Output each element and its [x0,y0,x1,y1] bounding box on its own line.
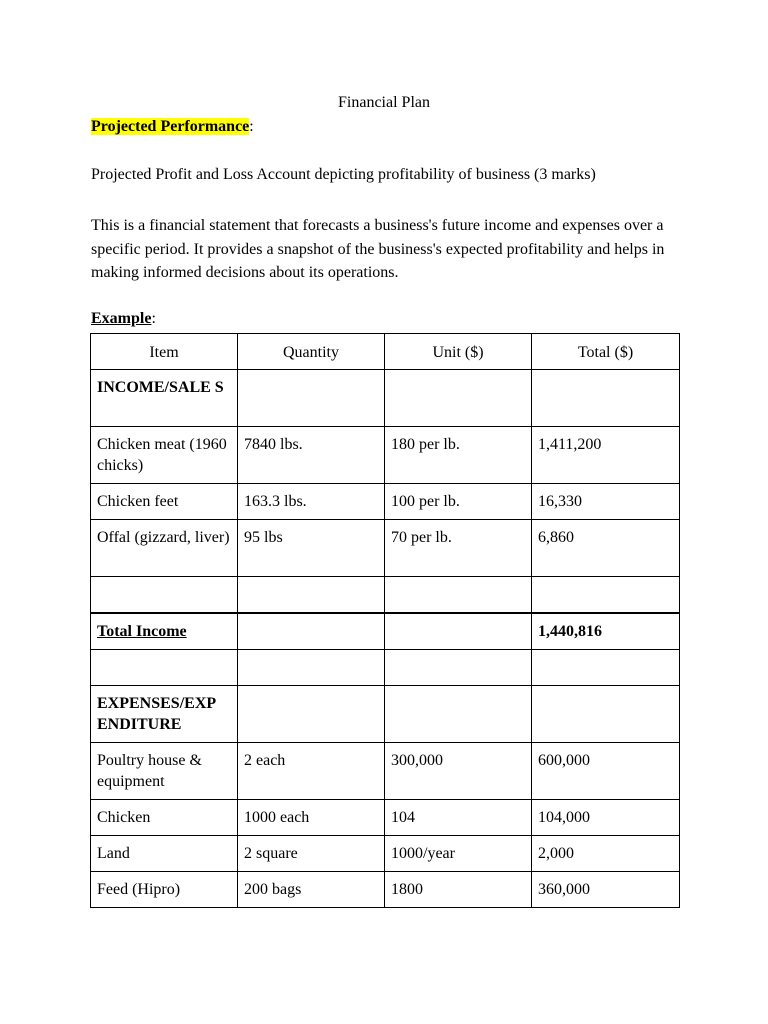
cell-quantity: 200 bags [238,872,385,908]
cell-item [91,577,238,614]
table-row [91,836,680,872]
cell-total [532,370,680,427]
table-row [91,872,680,908]
table-row [91,650,680,686]
table-row [91,427,680,484]
cell-unit [385,686,532,743]
cell-unit [385,577,532,614]
cell-unit [385,613,532,650]
cell-quantity [238,370,385,427]
cell-item: Poultry house & equipment [91,743,238,800]
header-item: Item [91,334,238,370]
cell-quantity: 163.3 lbs. [238,484,385,520]
table-row [91,686,680,743]
cell-unit [385,370,532,427]
cell-quantity: 2 square [238,836,385,872]
example-label-colon: : [151,310,156,327]
cell-quantity: 95 lbs [238,520,385,577]
cell-item: INCOME/SALE S [91,370,238,427]
cell-unit: 100 per lb. [385,484,532,520]
cell-total [532,650,680,686]
example-label [91,310,156,328]
cell-item: Chicken meat (1960 chicks) [91,427,238,484]
table-row [91,370,680,427]
cell-total: 360,000 [532,872,680,908]
cell-total: 1,411,200 [532,427,680,484]
cell-quantity [238,650,385,686]
cell-item: Land [91,836,238,872]
example-label-text: Example [91,310,152,327]
cell-item: Total Income [91,613,238,650]
cell-item: EXPENSES/EXP ENDITURE [91,686,238,743]
cell-unit [385,650,532,686]
cell-total: 600,000 [532,743,680,800]
cell-total [532,686,680,743]
table-row [91,800,680,836]
cell-total [532,577,680,614]
header-total: Total ($) [532,334,680,370]
cell-item [91,650,238,686]
section-heading [91,118,254,136]
table-row [91,520,680,577]
cell-unit: 180 per lb. [385,427,532,484]
cell-unit: 104 [385,800,532,836]
cell-quantity [238,686,385,743]
table-row [91,743,680,800]
header-unit: Unit ($) [385,334,532,370]
cell-item: Chicken feet [91,484,238,520]
cell-unit: 1000/year [385,836,532,872]
cell-total: 6,860 [532,520,680,577]
section-heading-text: Projected Performance [91,118,250,135]
cell-total: 104,000 [532,800,680,836]
description-paragraph: This is a financial statement that forecasts a business's future income and expenses over a specific period. It provides a snapshot of the business's expected profitability and helps in making informed decisions about its operations. [91,217,665,281]
cell-item: Offal (gizzard, liver) [91,520,238,577]
cell-item: Feed (Hipro) [91,872,238,908]
section-subtitle: Projected Profit and Loss Account depicting profitability of business (3 marks) [91,166,596,183]
section-heading-colon: : [249,118,254,135]
document-title: Financial Plan [338,94,430,111]
cell-unit: 1800 [385,872,532,908]
cell-item: Chicken [91,800,238,836]
profit-loss-table [90,333,680,908]
cell-unit: 70 per lb. [385,520,532,577]
cell-total: 2,000 [532,836,680,872]
cell-quantity [238,577,385,614]
table-row [91,484,680,520]
cell-total: 1,440,816 [532,613,680,650]
table-header-row [91,334,680,370]
cell-quantity [238,613,385,650]
table-row [91,613,680,650]
table-row [91,577,680,614]
header-quantity: Quantity [238,334,385,370]
cell-quantity: 2 each [238,743,385,800]
cell-quantity: 1000 each [238,800,385,836]
cell-total: 16,330 [532,484,680,520]
cell-quantity: 7840 lbs. [238,427,385,484]
cell-unit: 300,000 [385,743,532,800]
